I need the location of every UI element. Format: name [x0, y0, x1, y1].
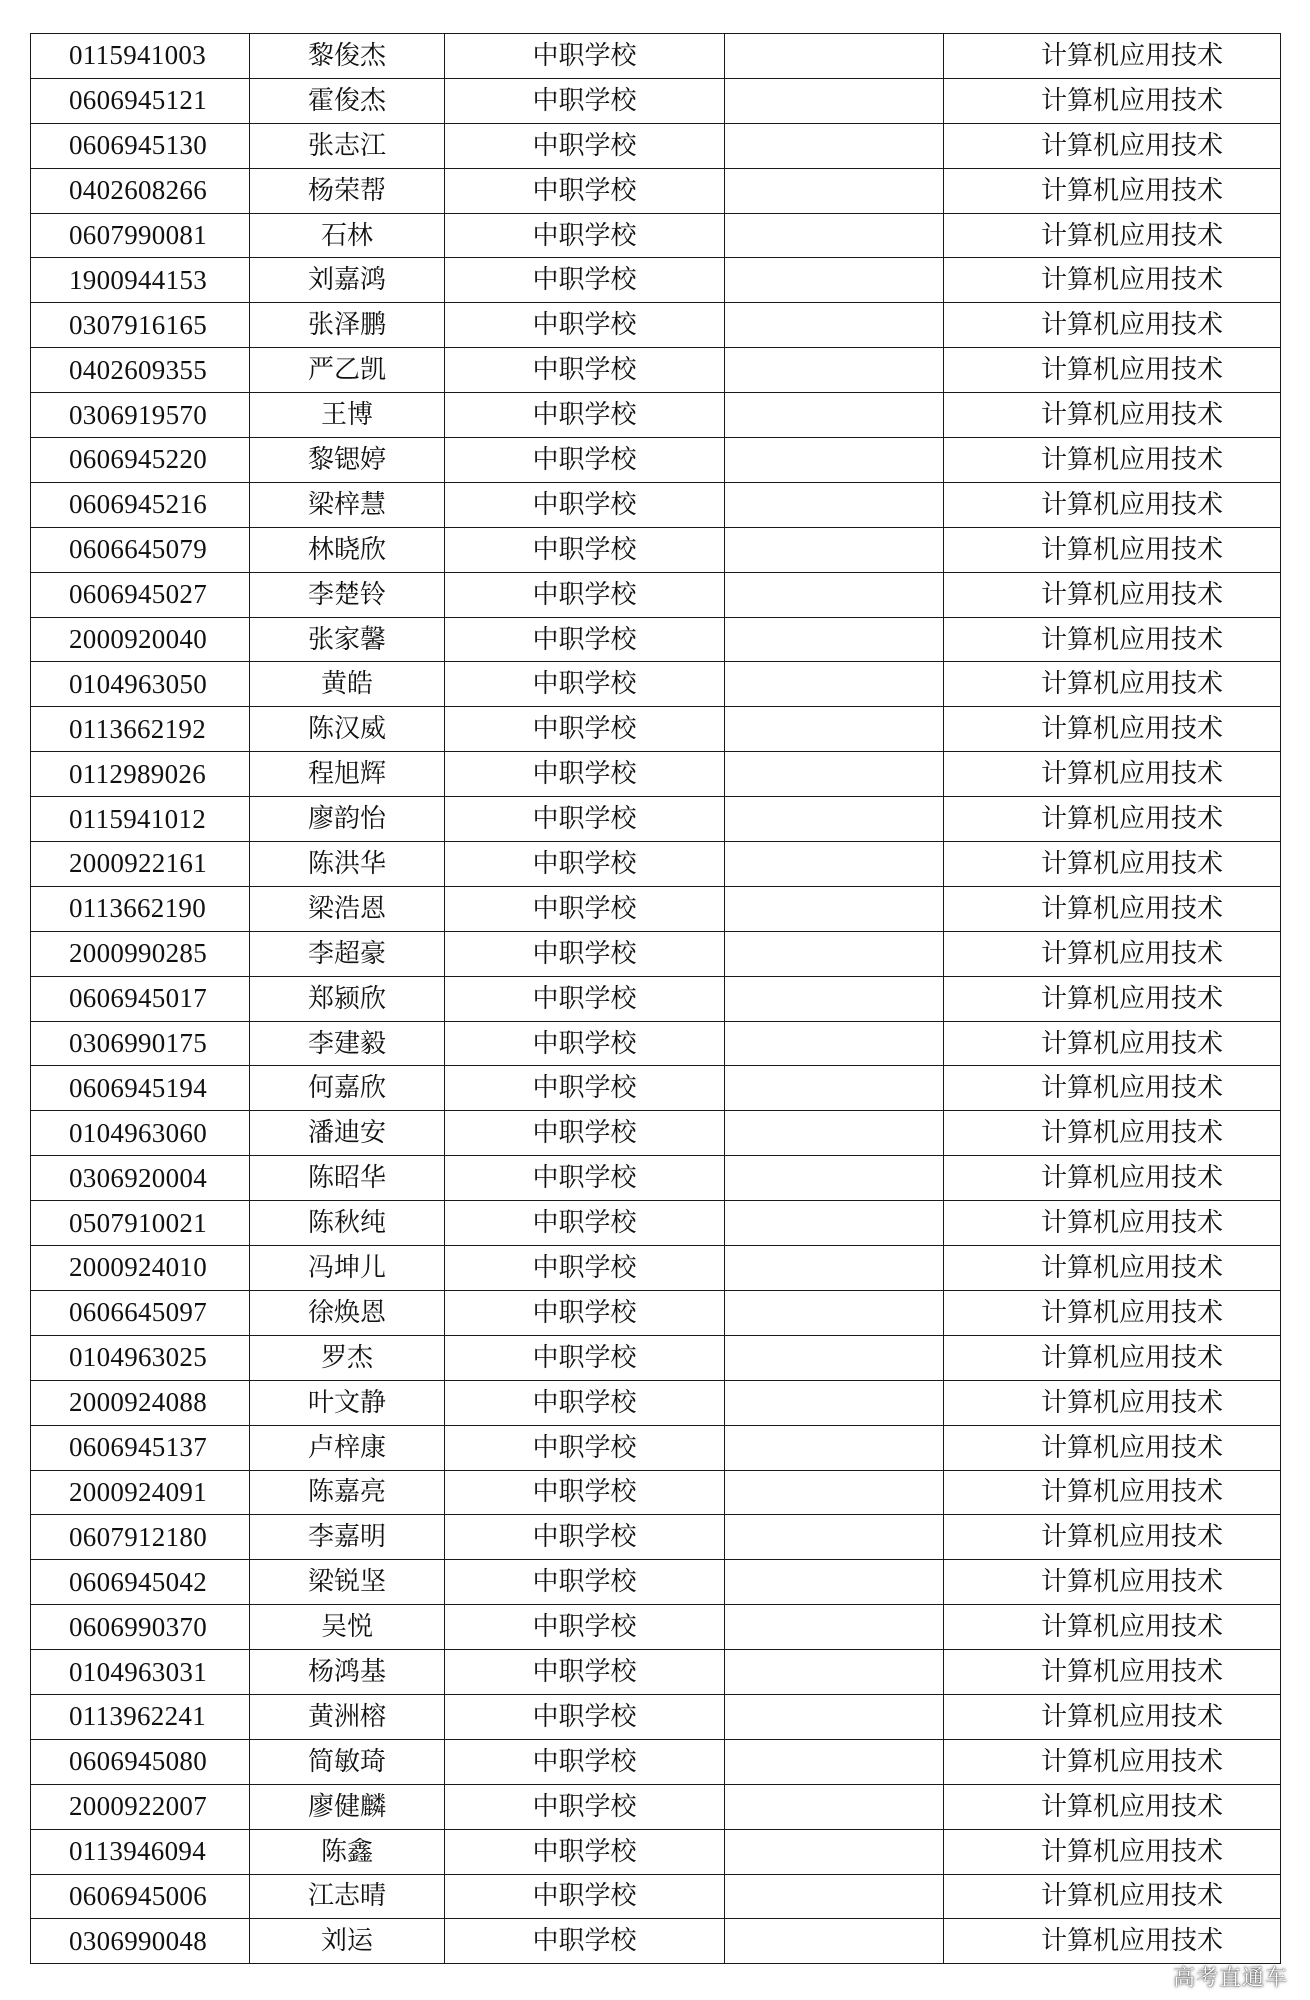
student-name-cell: 黎锶婷	[250, 438, 445, 483]
remark-cell	[725, 168, 944, 213]
remark-cell	[725, 1515, 944, 1560]
school-type-cell: 中职学校	[445, 1201, 725, 1246]
major-cell: 计算机应用技术	[944, 438, 1281, 483]
school-type-cell: 中职学校	[445, 1829, 725, 1874]
school-type-cell: 中职学校	[445, 393, 725, 438]
table-row	[31, 1021, 1281, 1066]
table-row	[31, 1784, 1281, 1829]
major-cell: 计算机应用技术	[944, 886, 1281, 931]
school-type-cell: 中职学校	[445, 931, 725, 976]
remark-cell	[725, 348, 944, 393]
student-name-cell: 梁梓慧	[250, 482, 445, 527]
major-cell: 计算机应用技术	[944, 527, 1281, 572]
remark-cell	[725, 438, 944, 483]
table-row	[31, 438, 1281, 483]
major-cell: 计算机应用技术	[944, 752, 1281, 797]
table-row	[31, 1829, 1281, 1874]
table-row	[31, 213, 1281, 258]
school-type-cell: 中职学校	[445, 1290, 725, 1335]
remark-cell	[725, 1111, 944, 1156]
remark-cell	[725, 1246, 944, 1291]
candidate-id-cell: 0606945121	[31, 78, 250, 123]
school-type-cell: 中职学校	[445, 213, 725, 258]
table-row	[31, 752, 1281, 797]
candidate-id-cell: 0606945017	[31, 976, 250, 1021]
remark-cell	[725, 931, 944, 976]
school-type-cell: 中职学校	[445, 662, 725, 707]
candidate-id-cell: 0606945194	[31, 1066, 250, 1111]
candidate-id-cell: 0104963025	[31, 1335, 250, 1380]
table-row	[31, 482, 1281, 527]
table-row	[31, 303, 1281, 348]
remark-cell	[725, 976, 944, 1021]
student-name-cell: 张泽鹏	[250, 303, 445, 348]
remark-cell	[725, 797, 944, 842]
major-cell: 计算机应用技术	[944, 976, 1281, 1021]
school-type-cell: 中职学校	[445, 1650, 725, 1695]
table-row	[31, 662, 1281, 707]
student-name-cell: 陈鑫	[250, 1829, 445, 1874]
candidate-id-cell: 2000990285	[31, 931, 250, 976]
major-cell: 计算机应用技术	[944, 213, 1281, 258]
major-cell: 计算机应用技术	[944, 78, 1281, 123]
table-row	[31, 1156, 1281, 1201]
major-cell: 计算机应用技术	[944, 1425, 1281, 1470]
school-type-cell: 中职学校	[445, 886, 725, 931]
table-row	[31, 572, 1281, 617]
candidate-id-cell: 2000922007	[31, 1784, 250, 1829]
student-name-cell: 李超豪	[250, 931, 445, 976]
table-row	[31, 1335, 1281, 1380]
candidate-id-cell: 0606945137	[31, 1425, 250, 1470]
student-name-cell: 严乙凯	[250, 348, 445, 393]
remark-cell	[725, 123, 944, 168]
candidate-id-cell: 0306920004	[31, 1156, 250, 1201]
major-cell: 计算机应用技术	[944, 1605, 1281, 1650]
remark-cell	[725, 527, 944, 572]
school-type-cell: 中职学校	[445, 572, 725, 617]
candidate-id-cell: 0606645097	[31, 1290, 250, 1335]
candidate-id-cell: 0607912180	[31, 1515, 250, 1560]
table-row	[31, 1739, 1281, 1784]
school-type-cell: 中职学校	[445, 123, 725, 168]
student-name-cell: 陈嘉亮	[250, 1470, 445, 1515]
student-name-cell: 陈汉威	[250, 707, 445, 752]
remark-cell	[725, 1829, 944, 1874]
school-type-cell: 中职学校	[445, 1515, 725, 1560]
candidate-id-cell: 0606945042	[31, 1560, 250, 1605]
student-name-cell: 梁锐坚	[250, 1560, 445, 1605]
candidate-id-cell: 0104963060	[31, 1111, 250, 1156]
remark-cell	[725, 1201, 944, 1246]
student-name-cell: 冯坤儿	[250, 1246, 445, 1291]
table-row	[31, 1919, 1281, 1964]
school-type-cell: 中职学校	[445, 752, 725, 797]
student-name-cell: 张志江	[250, 123, 445, 168]
school-type-cell: 中职学校	[445, 617, 725, 662]
student-name-cell: 陈昭华	[250, 1156, 445, 1201]
school-type-cell: 中职学校	[445, 842, 725, 887]
major-cell: 计算机应用技术	[944, 842, 1281, 887]
candidate-id-cell: 0113662192	[31, 707, 250, 752]
school-type-cell: 中职学校	[445, 78, 725, 123]
remark-cell	[725, 303, 944, 348]
table-row	[31, 1874, 1281, 1919]
table-row	[31, 797, 1281, 842]
major-cell: 计算机应用技术	[944, 123, 1281, 168]
table-row	[31, 527, 1281, 572]
major-cell: 计算机应用技术	[944, 1515, 1281, 1560]
candidate-id-cell: 2000920040	[31, 617, 250, 662]
student-name-cell: 刘嘉鸿	[250, 258, 445, 303]
remark-cell	[725, 1425, 944, 1470]
school-type-cell: 中职学校	[445, 482, 725, 527]
candidate-id-cell: 0402608266	[31, 168, 250, 213]
school-type-cell: 中职学校	[445, 707, 725, 752]
school-type-cell: 中职学校	[445, 1470, 725, 1515]
candidate-id-cell: 0307916165	[31, 303, 250, 348]
remark-cell	[725, 78, 944, 123]
candidate-id-cell: 0306990175	[31, 1021, 250, 1066]
school-type-cell: 中职学校	[445, 1021, 725, 1066]
remark-cell	[725, 1650, 944, 1695]
candidate-id-cell: 0606945080	[31, 1739, 250, 1784]
candidate-id-cell: 0115941003	[31, 34, 250, 79]
table-row	[31, 1605, 1281, 1650]
student-name-cell: 王博	[250, 393, 445, 438]
candidate-id-cell: 0115941012	[31, 797, 250, 842]
student-name-cell: 程旭辉	[250, 752, 445, 797]
table-row	[31, 886, 1281, 931]
candidate-id-cell: 0306919570	[31, 393, 250, 438]
major-cell: 计算机应用技术	[944, 1201, 1281, 1246]
candidate-id-cell: 1900944153	[31, 258, 250, 303]
table-row	[31, 617, 1281, 662]
remark-cell	[725, 1560, 944, 1605]
school-type-cell: 中职学校	[445, 438, 725, 483]
major-cell: 计算机应用技术	[944, 1380, 1281, 1425]
student-name-cell: 石林	[250, 213, 445, 258]
school-type-cell: 中职学校	[445, 1425, 725, 1470]
table-row	[31, 842, 1281, 887]
table-row	[31, 1066, 1281, 1111]
table-row	[31, 976, 1281, 1021]
major-cell: 计算机应用技术	[944, 617, 1281, 662]
major-cell: 计算机应用技术	[944, 1290, 1281, 1335]
student-name-cell: 罗杰	[250, 1335, 445, 1380]
school-type-cell: 中职学校	[445, 1605, 725, 1650]
major-cell: 计算机应用技术	[944, 168, 1281, 213]
major-cell: 计算机应用技术	[944, 1784, 1281, 1829]
student-name-cell: 杨鸿基	[250, 1650, 445, 1695]
major-cell: 计算机应用技术	[944, 258, 1281, 303]
remark-cell	[725, 34, 944, 79]
student-name-cell: 黎俊杰	[250, 34, 445, 79]
table-row	[31, 1694, 1281, 1739]
major-cell: 计算机应用技术	[944, 1156, 1281, 1201]
student-name-cell: 张家馨	[250, 617, 445, 662]
remark-cell	[725, 886, 944, 931]
student-name-cell: 梁浩恩	[250, 886, 445, 931]
major-cell: 计算机应用技术	[944, 1919, 1281, 1964]
remark-cell	[725, 1021, 944, 1066]
major-cell: 计算机应用技术	[944, 662, 1281, 707]
major-cell: 计算机应用技术	[944, 1066, 1281, 1111]
school-type-cell: 中职学校	[445, 1335, 725, 1380]
school-type-cell: 中职学校	[445, 1874, 725, 1919]
school-type-cell: 中职学校	[445, 797, 725, 842]
school-type-cell: 中职学校	[445, 258, 725, 303]
student-name-cell: 廖健麟	[250, 1784, 445, 1829]
candidate-id-cell: 0606945130	[31, 123, 250, 168]
major-cell: 计算机应用技术	[944, 482, 1281, 527]
candidate-id-cell: 0606645079	[31, 527, 250, 572]
student-name-cell: 廖韵怡	[250, 797, 445, 842]
candidate-id-cell: 0104963031	[31, 1650, 250, 1695]
student-name-cell: 刘运	[250, 1919, 445, 1964]
student-name-cell: 徐焕恩	[250, 1290, 445, 1335]
major-cell: 计算机应用技术	[944, 931, 1281, 976]
school-type-cell: 中职学校	[445, 1739, 725, 1784]
school-type-cell: 中职学校	[445, 1380, 725, 1425]
school-type-cell: 中职学校	[445, 527, 725, 572]
school-type-cell: 中职学校	[445, 348, 725, 393]
student-name-cell: 简敏琦	[250, 1739, 445, 1784]
student-name-cell: 李建毅	[250, 1021, 445, 1066]
major-cell: 计算机应用技术	[944, 1560, 1281, 1605]
student-name-cell: 陈洪华	[250, 842, 445, 887]
table-row	[31, 348, 1281, 393]
admission-roster-table	[30, 33, 1281, 1964]
candidate-id-cell: 0606990370	[31, 1605, 250, 1650]
student-name-cell: 吴悦	[250, 1605, 445, 1650]
candidate-id-cell: 0606945220	[31, 438, 250, 483]
school-type-cell: 中职学校	[445, 168, 725, 213]
major-cell: 计算机应用技术	[944, 303, 1281, 348]
table-row	[31, 393, 1281, 438]
candidate-id-cell: 0104963050	[31, 662, 250, 707]
major-cell: 计算机应用技术	[944, 1335, 1281, 1380]
table-row	[31, 258, 1281, 303]
major-cell: 计算机应用技术	[944, 1246, 1281, 1291]
major-cell: 计算机应用技术	[944, 707, 1281, 752]
student-name-cell: 林晓欣	[250, 527, 445, 572]
school-type-cell: 中职学校	[445, 1111, 725, 1156]
school-type-cell: 中职学校	[445, 976, 725, 1021]
school-type-cell: 中职学校	[445, 1066, 725, 1111]
table-row	[31, 1201, 1281, 1246]
major-cell: 计算机应用技术	[944, 1111, 1281, 1156]
watermark-text: 高考直通车	[1172, 1966, 1288, 1991]
table-row	[31, 931, 1281, 976]
major-cell: 计算机应用技术	[944, 1829, 1281, 1874]
candidate-id-cell: 0112989026	[31, 752, 250, 797]
table-row	[31, 168, 1281, 213]
remark-cell	[725, 1335, 944, 1380]
candidate-id-cell: 0113946094	[31, 1829, 250, 1874]
remark-cell	[725, 1156, 944, 1201]
major-cell: 计算机应用技术	[944, 34, 1281, 79]
student-name-cell: 叶文静	[250, 1380, 445, 1425]
remark-cell	[725, 482, 944, 527]
student-name-cell: 黄洲榕	[250, 1694, 445, 1739]
candidate-id-cell: 0606945027	[31, 572, 250, 617]
major-cell: 计算机应用技术	[944, 393, 1281, 438]
school-type-cell: 中职学校	[445, 1246, 725, 1291]
remark-cell	[725, 1470, 944, 1515]
major-cell: 计算机应用技术	[944, 1874, 1281, 1919]
school-type-cell: 中职学校	[445, 1560, 725, 1605]
table-row	[31, 707, 1281, 752]
remark-cell	[725, 752, 944, 797]
table-row	[31, 1515, 1281, 1560]
student-name-cell: 霍俊杰	[250, 78, 445, 123]
remark-cell	[725, 1784, 944, 1829]
candidate-id-cell: 0113962241	[31, 1694, 250, 1739]
student-name-cell: 杨荣帮	[250, 168, 445, 213]
remark-cell	[725, 842, 944, 887]
roster-table-body	[31, 34, 1281, 1964]
candidate-id-cell: 0113662190	[31, 886, 250, 931]
school-type-cell: 中职学校	[445, 303, 725, 348]
major-cell: 计算机应用技术	[944, 1694, 1281, 1739]
student-name-cell: 陈秋纯	[250, 1201, 445, 1246]
remark-cell	[725, 1066, 944, 1111]
table-row	[31, 1425, 1281, 1470]
remark-cell	[725, 1694, 944, 1739]
student-name-cell: 李嘉明	[250, 1515, 445, 1560]
candidate-id-cell: 0306990048	[31, 1919, 250, 1964]
remark-cell	[725, 393, 944, 438]
table-row	[31, 1470, 1281, 1515]
table-row	[31, 1290, 1281, 1335]
student-name-cell: 潘迪安	[250, 1111, 445, 1156]
school-type-cell: 中职学校	[445, 1694, 725, 1739]
candidate-id-cell: 0607990081	[31, 213, 250, 258]
table-row	[31, 1246, 1281, 1291]
table-row	[31, 1111, 1281, 1156]
major-cell: 计算机应用技术	[944, 1739, 1281, 1784]
table-row	[31, 1560, 1281, 1605]
remark-cell	[725, 1874, 944, 1919]
remark-cell	[725, 1739, 944, 1784]
candidate-id-cell: 0402609355	[31, 348, 250, 393]
candidate-id-cell: 0606945216	[31, 482, 250, 527]
candidate-id-cell: 2000924091	[31, 1470, 250, 1515]
remark-cell	[725, 572, 944, 617]
student-name-cell: 黄皓	[250, 662, 445, 707]
major-cell: 计算机应用技术	[944, 348, 1281, 393]
candidate-id-cell: 0507910021	[31, 1201, 250, 1246]
school-type-cell: 中职学校	[445, 34, 725, 79]
student-name-cell: 卢梓康	[250, 1425, 445, 1470]
major-cell: 计算机应用技术	[944, 1650, 1281, 1695]
student-name-cell: 郑颍欣	[250, 976, 445, 1021]
major-cell: 计算机应用技术	[944, 572, 1281, 617]
school-type-cell: 中职学校	[445, 1156, 725, 1201]
remark-cell	[725, 258, 944, 303]
remark-cell	[725, 707, 944, 752]
candidate-id-cell: 2000924088	[31, 1380, 250, 1425]
remark-cell	[725, 1290, 944, 1335]
major-cell: 计算机应用技术	[944, 1470, 1281, 1515]
table-row	[31, 1380, 1281, 1425]
remark-cell	[725, 1919, 944, 1964]
school-type-cell: 中职学校	[445, 1919, 725, 1964]
remark-cell	[725, 662, 944, 707]
table-row	[31, 78, 1281, 123]
table-row	[31, 34, 1281, 79]
remark-cell	[725, 1605, 944, 1650]
candidate-id-cell: 0606945006	[31, 1874, 250, 1919]
major-cell: 计算机应用技术	[944, 797, 1281, 842]
table-row	[31, 1650, 1281, 1695]
candidate-id-cell: 2000924010	[31, 1246, 250, 1291]
student-name-cell: 江志晴	[250, 1874, 445, 1919]
remark-cell	[725, 1380, 944, 1425]
student-name-cell: 何嘉欣	[250, 1066, 445, 1111]
remark-cell	[725, 213, 944, 258]
table-row	[31, 123, 1281, 168]
candidate-id-cell: 2000922161	[31, 842, 250, 887]
major-cell: 计算机应用技术	[944, 1021, 1281, 1066]
student-name-cell: 李楚铃	[250, 572, 445, 617]
school-type-cell: 中职学校	[445, 1784, 725, 1829]
remark-cell	[725, 617, 944, 662]
